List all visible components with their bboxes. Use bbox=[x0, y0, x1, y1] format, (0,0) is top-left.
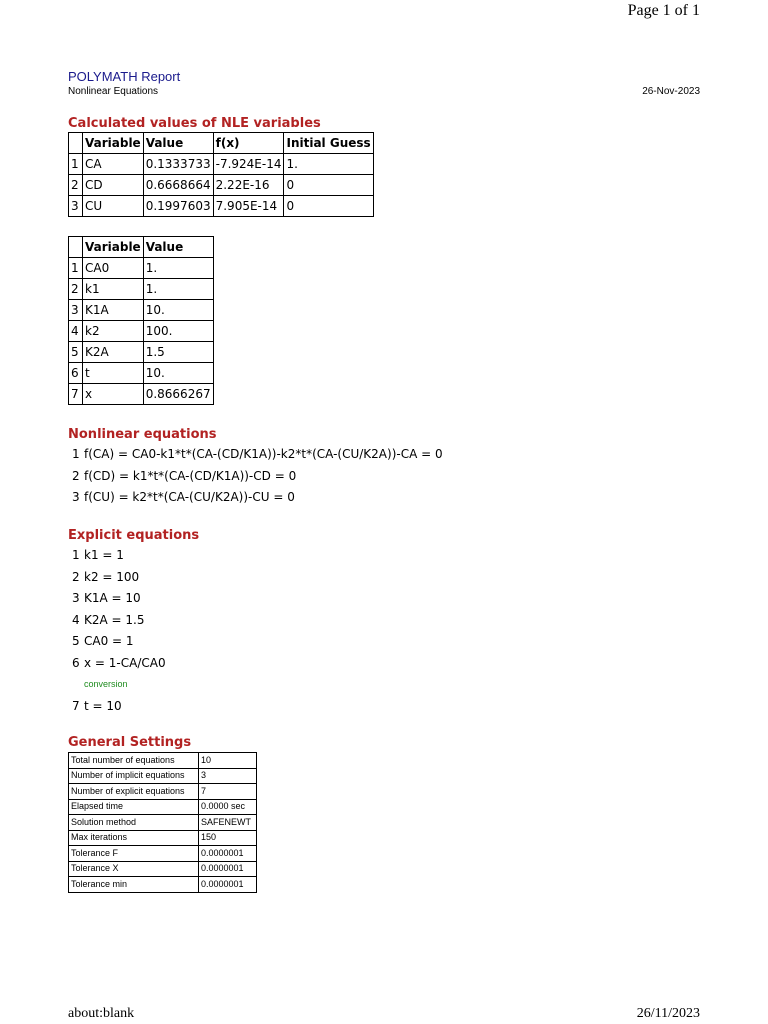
variable-cell: CA bbox=[83, 154, 144, 175]
value-cell: 10. bbox=[143, 363, 213, 384]
table-row bbox=[69, 877, 257, 893]
setting-name: Tolerance min bbox=[69, 877, 199, 893]
equation-number: 6 bbox=[72, 655, 80, 670]
equation-line bbox=[72, 567, 166, 589]
table-row bbox=[69, 861, 257, 877]
table-header-row bbox=[69, 237, 214, 258]
equation-line bbox=[72, 545, 166, 567]
table-row bbox=[69, 154, 374, 175]
value-cell: 10. bbox=[143, 300, 213, 321]
setting-name: Tolerance F bbox=[69, 846, 199, 862]
value-cell: 0.1333733 bbox=[143, 154, 213, 175]
equation-number: 7 bbox=[72, 698, 80, 713]
variable-cell: K1A bbox=[83, 300, 144, 321]
variable-cell: K2A bbox=[83, 342, 144, 363]
equation-text: f(CD) = k1*t*(CA-(CD/K1A))-CD = 0 bbox=[84, 468, 297, 483]
table-row bbox=[69, 175, 374, 196]
explicit-equations-list bbox=[72, 545, 166, 717]
table-row bbox=[69, 342, 214, 363]
table-row bbox=[69, 799, 257, 815]
value-cell: 1. bbox=[143, 258, 213, 279]
setting-value: 3 bbox=[199, 768, 257, 784]
equation-number: 3 bbox=[72, 591, 80, 605]
row-index: 7 bbox=[69, 384, 83, 405]
nonlinear-equations-list bbox=[72, 444, 443, 509]
column-header: Initial Guess bbox=[284, 133, 373, 154]
variable-cell: CD bbox=[83, 175, 144, 196]
equation-number: 5 bbox=[72, 634, 80, 648]
value-cell: 0.8666267 bbox=[143, 384, 213, 405]
equation-text: t = 10 bbox=[84, 698, 122, 713]
index-header bbox=[69, 237, 83, 258]
table-row bbox=[69, 300, 214, 321]
value-cell: 100. bbox=[143, 321, 213, 342]
equation-line bbox=[72, 588, 166, 610]
page-number: Page 1 of 1 bbox=[627, 2, 700, 19]
setting-name: Number of explicit equations bbox=[69, 784, 199, 800]
row-index: 3 bbox=[69, 300, 83, 321]
index-header bbox=[69, 133, 83, 154]
equation-text: CA0 = 1 bbox=[84, 634, 134, 648]
equation-text: K1A = 10 bbox=[84, 591, 141, 605]
variable-cell: k2 bbox=[83, 321, 144, 342]
general-settings-table bbox=[68, 752, 257, 893]
equation-text: k1 = 1 bbox=[84, 548, 124, 562]
variables-table bbox=[68, 236, 214, 405]
row-index: 4 bbox=[69, 321, 83, 342]
setting-name: Tolerance X bbox=[69, 861, 199, 877]
equation-line bbox=[72, 444, 443, 466]
equation-number: 2 bbox=[72, 468, 80, 483]
fx-cell: 7.905E-14 bbox=[213, 196, 284, 217]
setting-name: Solution method bbox=[69, 815, 199, 831]
equation-number: 1 bbox=[72, 447, 80, 461]
table-header-row bbox=[69, 133, 374, 154]
variable-cell: CU bbox=[83, 196, 144, 217]
table-row bbox=[69, 258, 214, 279]
column-header: Value bbox=[143, 133, 213, 154]
variable-cell: k1 bbox=[83, 279, 144, 300]
equation-line bbox=[72, 696, 166, 718]
table-row bbox=[69, 784, 257, 800]
setting-value: 0.0000001 bbox=[199, 877, 257, 893]
row-index: 1 bbox=[69, 154, 83, 175]
nle-values-table bbox=[68, 132, 374, 217]
equation-line bbox=[72, 631, 166, 653]
explicit-heading: Explicit equations bbox=[68, 528, 200, 543]
setting-value: 0.0000001 bbox=[199, 846, 257, 862]
row-index: 2 bbox=[69, 175, 83, 196]
fx-cell: -7.924E-14 bbox=[213, 154, 284, 175]
row-index: 1 bbox=[69, 258, 83, 279]
equation-text: f(CA) = CA0-k1*t*(CA-(CD/K1A))-k2*t*(CA-(CU/K2A))-CA = 0 bbox=[84, 447, 443, 461]
setting-name: Elapsed time bbox=[69, 799, 199, 815]
equation-text: x = 1-CA/CA0 bbox=[84, 655, 166, 670]
settings-heading: General Settings bbox=[68, 735, 192, 750]
equation-line bbox=[72, 610, 166, 632]
nle-heading: Calculated values of NLE variables bbox=[68, 116, 321, 131]
report-subtitle: Nonlinear Equations bbox=[68, 86, 159, 97]
row-index: 6 bbox=[69, 363, 83, 384]
column-header: Variable bbox=[83, 133, 144, 154]
table-row bbox=[69, 196, 374, 217]
setting-name: Max iterations bbox=[69, 830, 199, 846]
equation-line bbox=[72, 466, 443, 488]
table-row bbox=[69, 363, 214, 384]
initial-guess-cell: 0 bbox=[284, 175, 373, 196]
value-cell: 0.1997603 bbox=[143, 196, 213, 217]
table-row bbox=[69, 815, 257, 831]
initial-guess-cell: 1. bbox=[284, 154, 373, 175]
setting-value: 150 bbox=[199, 830, 257, 846]
variable-cell: t bbox=[83, 363, 144, 384]
footer-date: 26/11/2023 bbox=[636, 1006, 700, 1021]
equation-text: f(CU) = k2*t*(CA-(CU/K2A))-CU = 0 bbox=[84, 490, 295, 504]
table-row bbox=[69, 384, 214, 405]
setting-name: Total number of equations bbox=[69, 753, 199, 769]
column-header: Value bbox=[143, 237, 213, 258]
column-header: f(x) bbox=[213, 133, 284, 154]
row-index: 5 bbox=[69, 342, 83, 363]
table-row bbox=[69, 830, 257, 846]
report-date: 26-Nov-2023 bbox=[642, 86, 700, 97]
equation-line bbox=[72, 487, 443, 509]
nonlinear-heading: Nonlinear equations bbox=[68, 427, 217, 442]
equation-number: 2 bbox=[72, 569, 80, 584]
setting-value: 0.0000001 bbox=[199, 861, 257, 877]
variable-cell: CA0 bbox=[83, 258, 144, 279]
equation-number: 3 bbox=[72, 490, 80, 504]
equation-text: K2A = 1.5 bbox=[84, 612, 145, 627]
setting-value: 0.0000 sec bbox=[199, 799, 257, 815]
initial-guess-cell: 0 bbox=[284, 196, 373, 217]
equation-comment: conversion bbox=[84, 679, 128, 689]
fx-cell: 2.22E-16 bbox=[213, 175, 284, 196]
setting-value: SAFENEWT bbox=[199, 815, 257, 831]
equation-number: 1 bbox=[72, 548, 80, 562]
value-cell: 1. bbox=[143, 279, 213, 300]
report-title: POLYMATH Report bbox=[68, 69, 181, 84]
variable-cell: x bbox=[83, 384, 144, 405]
setting-value: 10 bbox=[199, 753, 257, 769]
setting-value: 7 bbox=[199, 784, 257, 800]
equation-number: 4 bbox=[72, 612, 80, 627]
row-index: 2 bbox=[69, 279, 83, 300]
table-row bbox=[69, 321, 214, 342]
value-cell: 0.6668664 bbox=[143, 175, 213, 196]
row-index: 3 bbox=[69, 196, 83, 217]
value-cell: 1.5 bbox=[143, 342, 213, 363]
equation-line bbox=[72, 653, 166, 675]
setting-name: Number of implicit equations bbox=[69, 768, 199, 784]
table-row bbox=[69, 279, 214, 300]
table-row bbox=[69, 846, 257, 862]
table-row bbox=[69, 753, 257, 769]
equation-text: k2 = 100 bbox=[84, 569, 140, 584]
footer-url: about:blank bbox=[68, 1006, 135, 1021]
column-header: Variable bbox=[83, 237, 144, 258]
table-row bbox=[69, 768, 257, 784]
